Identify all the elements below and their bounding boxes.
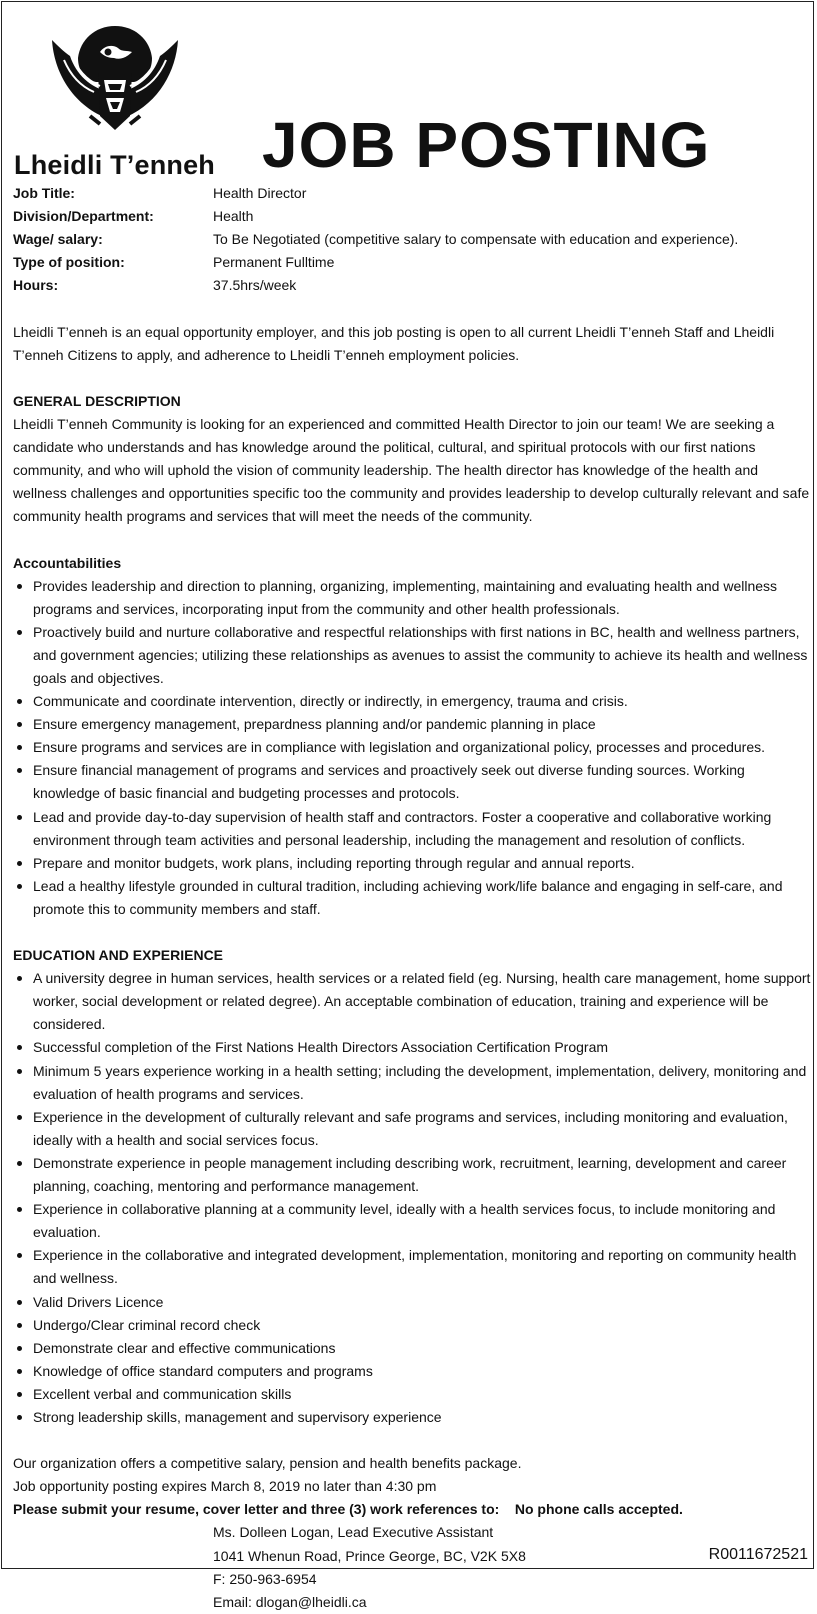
detail-row-type: [13, 251, 811, 274]
general-description-heading: GENERAL DESCRIPTION: [13, 392, 181, 409]
list-item: Communicate and coordinate intervention, directly or indirectly, in emergency, trauma and crisis.: [13, 690, 811, 713]
list-item: Ensure emergency management, prepardness planning and/or pandemic planning in place: [13, 713, 811, 736]
contact-email: Email: dlogan@lheidli.ca: [213, 1593, 367, 1610]
list-item: Excellent verbal and communication skills: [13, 1383, 811, 1406]
detail-label: Wage/ salary:: [13, 231, 103, 248]
reference-number: R0011672521: [708, 1546, 808, 1563]
list-item: Ensure programs and services are in compliance with legislation and organizational policy, processes and procedures.: [13, 736, 811, 759]
list-item: Experience in collaborative planning at a community level, ideally with a health services focus, to include monitoring and evaluation.: [13, 1198, 811, 1244]
detail-label: Division/Department:: [13, 208, 154, 225]
detail-label: Type of position:: [13, 254, 125, 271]
submit-instructions: [13, 1498, 811, 1521]
list-item: Strong leadership skills, management and supervisory experience: [13, 1406, 811, 1429]
detail-value: 37.5hrs/week: [213, 277, 297, 294]
intro-paragraph: Lheidli T’enneh is an equal opportunity employer, and this job posting is open to all current Lheidli T’enneh Staff and Lheidli T’enneh Citizens to apply, and adherence to Lheidli T’enneh employment policies.: [13, 323, 775, 363]
list-item: Minimum 5 years experience working in a health setting; including the development, implementation, delivery, monitoring and evaluation of health programs and services.: [13, 1060, 811, 1106]
list-item: A university degree in human services, health services or a related field (eg. Nursing, health care management, home support worker, social development or related degree). An acceptable combination of education, training and experience will be considered.: [13, 967, 811, 1036]
accountabilities-heading: Accountabilities: [13, 554, 122, 571]
list-item: Experience in the collaborative and integrated development, implementation, monitoring and reporting on community health and wellness.: [13, 1244, 811, 1290]
detail-value: To Be Negotiated (competitive salary to compensate with education and experience).: [213, 231, 739, 248]
list-item: Undergo/Clear criminal record check: [13, 1314, 811, 1337]
detail-row-division: [13, 205, 811, 228]
posting-body: [13, 182, 811, 1614]
list-item: Lead and provide day-to-day supervision of health staff and contractors. Foster a cooperative and collaborative working environment through team activities and personal leadership, including the management and resolution of conflicts.: [13, 806, 811, 852]
list-item: Ensure financial management of programs and services and proactively seek out diverse funding sources. Working knowledge of basic financial and budgeting processes and protocols.: [13, 759, 811, 805]
contact-name: Ms. Dolleen Logan, Lead Executive Assistant: [213, 1524, 494, 1541]
list-item: Demonstrate experience in people management including describing work, recruitment, learning, development and career planning, coaching, mentoring and performance management.: [13, 1152, 811, 1198]
list-item: Lead a healthy lifestyle grounded in cultural tradition, including achieving work/life balance and engaging in self-care, and promote this to community members and staff.: [13, 875, 811, 921]
detail-value: Health: [213, 208, 254, 225]
logo-wordmark: Lheidli T’enneh: [14, 150, 216, 180]
job-details: [13, 182, 811, 297]
benefits-offer: Our organization offers a competitive salary, pension and health benefits package.: [13, 1455, 522, 1472]
detail-value: Permanent Fulltime: [213, 254, 335, 271]
no-calls-note: No phone calls accepted.: [514, 1501, 683, 1518]
education-heading: EDUCATION AND EXPERIENCE: [13, 947, 224, 964]
contact-fax: F: 250-963-6954: [213, 1570, 317, 1587]
list-item: Successful completion of the First Nations Health Directors Association Certification Program: [13, 1036, 811, 1059]
list-item: Prepare and monitor budgets, work plans, including reporting through regular and annual reports.: [13, 852, 811, 875]
detail-row-wage: [13, 228, 811, 251]
accountabilities-list: [13, 575, 811, 921]
list-item: Experience in the development of culturally relevant and safe programs and services, including monitoring and evaluation, ideally with a health and social services focus.: [13, 1106, 811, 1152]
page-title: JOB POSTING: [262, 109, 711, 181]
general-description-text: Lheidli T’enneh Community is looking for an experienced and committed Health Director to join our team! We are seeking a candidate who understands and has knowledge around the political, cultural, and spiritual protocols with our first nations community, and who will uphold the vision of community leadership. The health director has knowledge of the health and wellness challenges and opportunities specific too the community and provides leadership to develop culturally relevant and safe community health programs and services that will meet the needs of the community.: [13, 415, 810, 525]
submit-text: Please submit your resume, cover letter and three (3) work references to:: [13, 1501, 500, 1518]
list-item: Proactively build and nurture collaborative and respectful relationships with first nations in BC, health and wellness partners, and government agencies; utilizing these relationships as avenues to assist the community to achieve its health and wellness goals and objectives.: [13, 621, 811, 690]
contact-block: [13, 1521, 811, 1613]
list-item: Provides leadership and direction to planning, organizing, implementing, maintaining and evaluating health and wellness programs and services, incorporating input from the community and other health professionals.: [13, 575, 811, 621]
detail-value: Health Director: [213, 185, 307, 201]
list-item: Knowledge of office standard computers and programs: [13, 1360, 811, 1383]
posting-expiry: Job opportunity posting expires March 8, 2019 no later than 4:30 pm: [13, 1478, 437, 1495]
detail-label: Hours:: [13, 277, 59, 294]
list-item: Demonstrate clear and effective communications: [13, 1337, 811, 1360]
detail-row-hours: [13, 274, 811, 297]
detail-label: Job Title:: [13, 185, 75, 201]
education-list: [13, 967, 811, 1429]
detail-row-job-title: [13, 182, 811, 205]
contact-address: 1041 Whenun Road, Prince George, BC, V2K 5X8: [213, 1547, 526, 1564]
lheidli-tenneh-logo: [10, 12, 225, 180]
eagle-emblem-icon: [50, 12, 180, 137]
list-item: Valid Drivers Licence: [13, 1291, 811, 1314]
